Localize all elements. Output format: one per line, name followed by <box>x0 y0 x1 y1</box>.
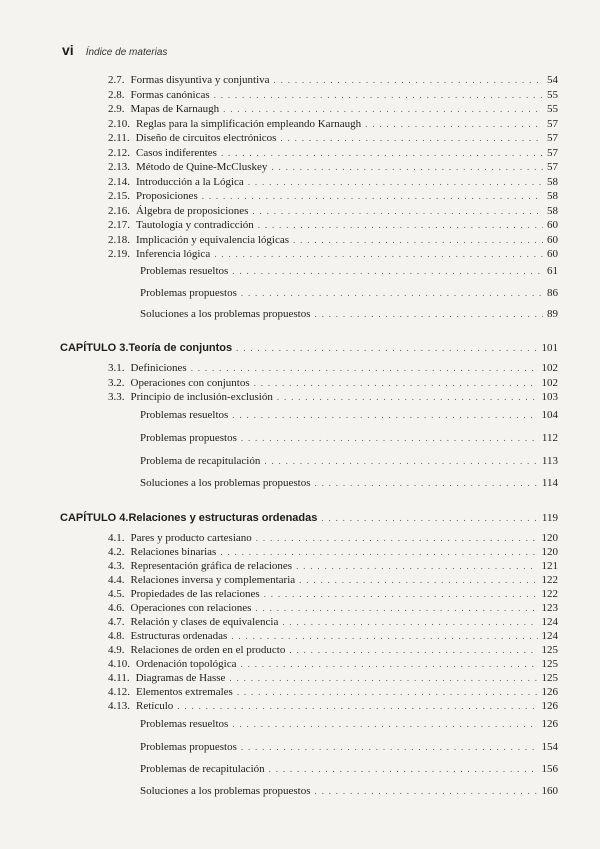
entry-title: Relaciones de orden en el producto <box>130 644 286 656</box>
dot-leader <box>264 588 538 600</box>
entry-number: 2.11. <box>108 132 130 144</box>
entry-title: Operaciones con conjuntos <box>130 376 250 389</box>
entry-page: 57 <box>547 146 558 159</box>
entry-number: 4.8. <box>108 630 125 642</box>
entry-title: Problemas de recapitulación <box>140 763 265 775</box>
dot-leader <box>321 512 538 524</box>
dot-leader <box>255 602 537 614</box>
dot-leader <box>202 190 543 202</box>
entry-number: 2.8. <box>108 88 125 101</box>
chapter-page: 101 <box>541 342 558 354</box>
entry-page: 54 <box>547 74 558 86</box>
entry-page: 57 <box>547 117 558 130</box>
entry-title: Soluciones a los problemas propuestos <box>140 308 311 320</box>
entry-page: 104 <box>541 409 558 421</box>
entry-number: 4.11. <box>108 672 130 684</box>
entry-page: 55 <box>547 88 558 101</box>
entry-title: Formas disyuntiva y conjuntiva <box>130 74 270 86</box>
running-title: Índice de materias <box>85 47 168 58</box>
entry-page: 126 <box>541 718 558 730</box>
toc-entry <box>108 656 558 670</box>
entry-title: Proposiciones <box>136 190 198 202</box>
entry-title: Formas canónicas <box>130 88 210 101</box>
dot-leader <box>314 308 543 320</box>
entry-number: 4.2. <box>108 546 125 558</box>
toc-entry <box>108 159 558 173</box>
toc-extra-entry <box>140 739 558 753</box>
entry-title: Definiciones <box>130 362 187 374</box>
entry-page: 61 <box>547 265 558 277</box>
entry-title: Reglas para la simplificación empleando Karnaugh <box>136 117 362 130</box>
toc-entry <box>108 101 558 115</box>
toc-entry <box>108 614 558 628</box>
entry-title: Problemas propuestos <box>140 287 237 299</box>
entry-title: Elementos extremales <box>136 686 233 698</box>
entry-page: 55 <box>547 103 558 115</box>
dot-leader <box>191 362 538 374</box>
entry-page: 102 <box>541 362 558 374</box>
entry-page: 156 <box>541 763 558 775</box>
toc-entry <box>108 558 558 572</box>
page-header <box>62 42 167 58</box>
entry-number: 2.19. <box>108 248 130 260</box>
entry-title: Diagramas de Hasse <box>135 672 226 684</box>
entry-number: 4.7. <box>108 616 125 628</box>
entry-title: Relación y clases de equivalencia <box>130 616 279 628</box>
chapter-label: CAPÍTULO 3. <box>60 342 129 354</box>
entry-number: 4.6. <box>108 602 125 614</box>
dot-leader <box>223 103 543 115</box>
entry-page: 120 <box>541 532 558 544</box>
entry-number: 4.12. <box>108 686 130 698</box>
dot-leader <box>282 616 537 628</box>
entry-title: Casos indiferentes <box>136 146 217 159</box>
dot-leader <box>314 785 537 797</box>
entry-page: 60 <box>547 233 558 246</box>
entry-page: 60 <box>547 248 558 260</box>
entry-page: 58 <box>547 175 558 188</box>
dot-leader <box>231 630 537 642</box>
entry-number: 2.13. <box>108 161 130 173</box>
entry-number: 4.4. <box>108 574 125 586</box>
dot-leader <box>365 118 543 130</box>
dot-leader <box>241 658 538 670</box>
dot-leader <box>289 644 537 656</box>
entry-number: 2.10. <box>108 117 130 130</box>
chapter-label: CAPÍTULO 4. <box>60 512 129 524</box>
toc-entry <box>108 530 558 544</box>
entry-number: 2.17. <box>108 219 130 231</box>
chapter-page: 119 <box>541 512 558 524</box>
entry-title: Relaciones binarias <box>130 546 217 558</box>
entry-page: 124 <box>541 616 558 628</box>
toc-extra-entry <box>140 453 558 467</box>
entry-page: 113 <box>541 455 558 467</box>
dot-leader <box>214 89 543 101</box>
entry-title: Propiedades de las relaciones <box>130 588 260 600</box>
entry-title: Problemas resueltos <box>140 265 229 277</box>
entry-page: 60 <box>547 219 558 231</box>
entry-page: 122 <box>541 588 558 600</box>
entry-title: Representación gráfica de relaciones <box>130 560 293 572</box>
entry-page: 120 <box>541 546 558 558</box>
toc-entry <box>108 116 558 130</box>
dot-leader <box>264 455 538 467</box>
toc-entry <box>108 174 558 188</box>
dot-leader <box>271 161 543 173</box>
toc-entry <box>108 232 558 246</box>
dot-leader <box>177 700 537 712</box>
entry-title: Implicación y equivalencia lógicas <box>136 233 290 246</box>
toc-extra-entry <box>140 783 558 797</box>
entry-number: 3.2. <box>108 376 125 389</box>
toc-extra-entry <box>140 285 558 299</box>
entry-number: 3.3. <box>108 391 125 403</box>
entry-number: 4.3. <box>108 560 125 572</box>
entry-page: 89 <box>547 308 558 320</box>
toc-entry <box>108 203 558 217</box>
toc-entry <box>108 642 558 656</box>
dot-leader <box>274 74 543 86</box>
dot-leader <box>293 234 543 246</box>
toc-entry <box>108 544 558 558</box>
entry-title: Tautología y contradicción <box>136 219 254 231</box>
entry-number: 4.10. <box>108 658 130 670</box>
chapter-heading <box>60 510 558 524</box>
entry-number: 2.9. <box>108 103 125 115</box>
entry-number: 4.9. <box>108 644 125 656</box>
entry-number: 2.15. <box>108 190 130 202</box>
dot-leader <box>229 672 537 684</box>
entry-title: Problemas propuestos <box>140 432 237 444</box>
entry-title: Estructuras ordenadas <box>130 630 228 642</box>
entry-page: 125 <box>541 644 558 656</box>
entry-page: 160 <box>541 785 558 797</box>
dot-leader <box>280 132 543 144</box>
toc-entry <box>108 360 558 374</box>
toc-entry <box>108 389 558 403</box>
entry-page: 154 <box>541 741 558 753</box>
toc-entry <box>108 72 558 86</box>
entry-page: 126 <box>541 686 558 698</box>
dot-leader <box>252 205 543 217</box>
entry-number: 4.5. <box>108 588 125 600</box>
dot-leader <box>232 718 537 730</box>
dot-leader <box>241 432 538 444</box>
dot-leader <box>248 176 543 188</box>
toc-entry <box>108 145 558 159</box>
toc-entry <box>108 572 558 586</box>
toc-entry <box>108 628 558 642</box>
toc-entry <box>108 87 558 101</box>
entry-title: Inferencia lógica <box>136 248 211 260</box>
entry-page: 112 <box>541 432 558 444</box>
dot-leader <box>299 574 537 586</box>
chapter-title: Teoría de conjuntos <box>128 342 233 354</box>
entry-page: 58 <box>547 204 558 217</box>
dot-leader <box>258 219 543 231</box>
entry-title: Problemas resueltos <box>140 409 229 421</box>
toc-entry <box>108 130 558 144</box>
entry-number: 2.12. <box>108 146 130 159</box>
toc-entry <box>108 246 558 260</box>
entry-number: 2.14. <box>108 175 130 188</box>
dot-leader <box>241 741 538 753</box>
toc-extra-entry <box>140 306 558 320</box>
entry-title: Pares y producto cartesiano <box>130 532 252 544</box>
chapter-heading <box>60 340 558 354</box>
toc-extra-entry <box>140 475 558 489</box>
toc-extra-entry <box>140 761 558 775</box>
toc-entry <box>108 600 558 614</box>
entry-page: 57 <box>547 161 558 173</box>
entry-page: 114 <box>541 477 558 489</box>
entry-title: Problemas propuestos <box>140 741 237 753</box>
toc-entry <box>108 586 558 600</box>
entry-page: 103 <box>541 391 558 403</box>
entry-title: Operaciones con relaciones <box>130 602 252 614</box>
toc-extra-entry <box>140 716 558 730</box>
dot-leader <box>237 686 538 698</box>
page-number: vi <box>62 42 74 58</box>
entry-page: 58 <box>547 190 558 202</box>
entry-number: 3.1. <box>108 362 125 374</box>
entry-page: 122 <box>541 574 558 586</box>
toc-entry <box>108 188 558 202</box>
entry-title: Mapas de Karnaugh <box>130 103 220 115</box>
entry-title: Retículo <box>136 700 174 712</box>
entry-number: 4.13. <box>108 700 130 712</box>
entry-title: Diseño de circuitos electrónicos <box>135 132 277 144</box>
entry-title: Álgebra de proposiciones <box>136 204 249 217</box>
entry-number: 2.7. <box>108 74 125 86</box>
toc-entry <box>108 684 558 698</box>
chapter-title: Relaciones y estructuras ordenadas <box>128 512 318 524</box>
dot-leader <box>220 546 537 558</box>
dot-leader <box>254 377 538 389</box>
entry-page: 123 <box>541 602 558 614</box>
entry-title: Relaciones inversa y complementaria <box>130 574 296 586</box>
dot-leader <box>232 409 537 421</box>
toc-entry <box>108 375 558 389</box>
entry-number: 4.1. <box>108 532 125 544</box>
dot-leader <box>296 560 537 572</box>
entry-page: 126 <box>541 700 558 712</box>
entry-number: 2.16. <box>108 204 130 217</box>
entry-title: Introducción a la Lógica <box>136 175 244 188</box>
toc-entry <box>108 217 558 231</box>
entry-page: 124 <box>541 630 558 642</box>
entry-title: Soluciones a los problemas propuestos <box>140 477 311 489</box>
toc-extra-entry <box>140 407 558 421</box>
entry-title: Problema de recapitulación <box>140 455 261 467</box>
entry-title: Principio de inclusión-exclusión <box>130 391 273 403</box>
entry-title: Soluciones a los problemas propuestos <box>140 785 311 797</box>
dot-leader <box>214 248 543 260</box>
entry-title: Método de Quine-McCluskey <box>136 161 268 173</box>
toc-extra-entry <box>140 430 558 444</box>
dot-leader <box>221 147 543 159</box>
entry-number: 2.18. <box>108 233 130 246</box>
entry-page: 86 <box>547 287 558 299</box>
dot-leader <box>269 763 538 775</box>
dot-leader <box>236 342 537 354</box>
dot-leader <box>277 391 538 403</box>
entry-page: 102 <box>541 376 558 389</box>
dot-leader <box>241 287 543 299</box>
entry-title: Problemas resueltos <box>140 718 229 730</box>
toc-entry <box>108 698 558 712</box>
dot-leader <box>256 532 538 544</box>
dot-leader <box>232 265 543 277</box>
dot-leader <box>314 477 537 489</box>
entry-page: 125 <box>541 658 558 670</box>
toc-entry <box>108 670 558 684</box>
entry-title: Ordenación topológica <box>136 658 237 670</box>
entry-page: 125 <box>541 672 558 684</box>
toc-extra-entry <box>140 263 558 277</box>
entry-page: 57 <box>547 132 558 144</box>
entry-page: 121 <box>541 560 558 572</box>
